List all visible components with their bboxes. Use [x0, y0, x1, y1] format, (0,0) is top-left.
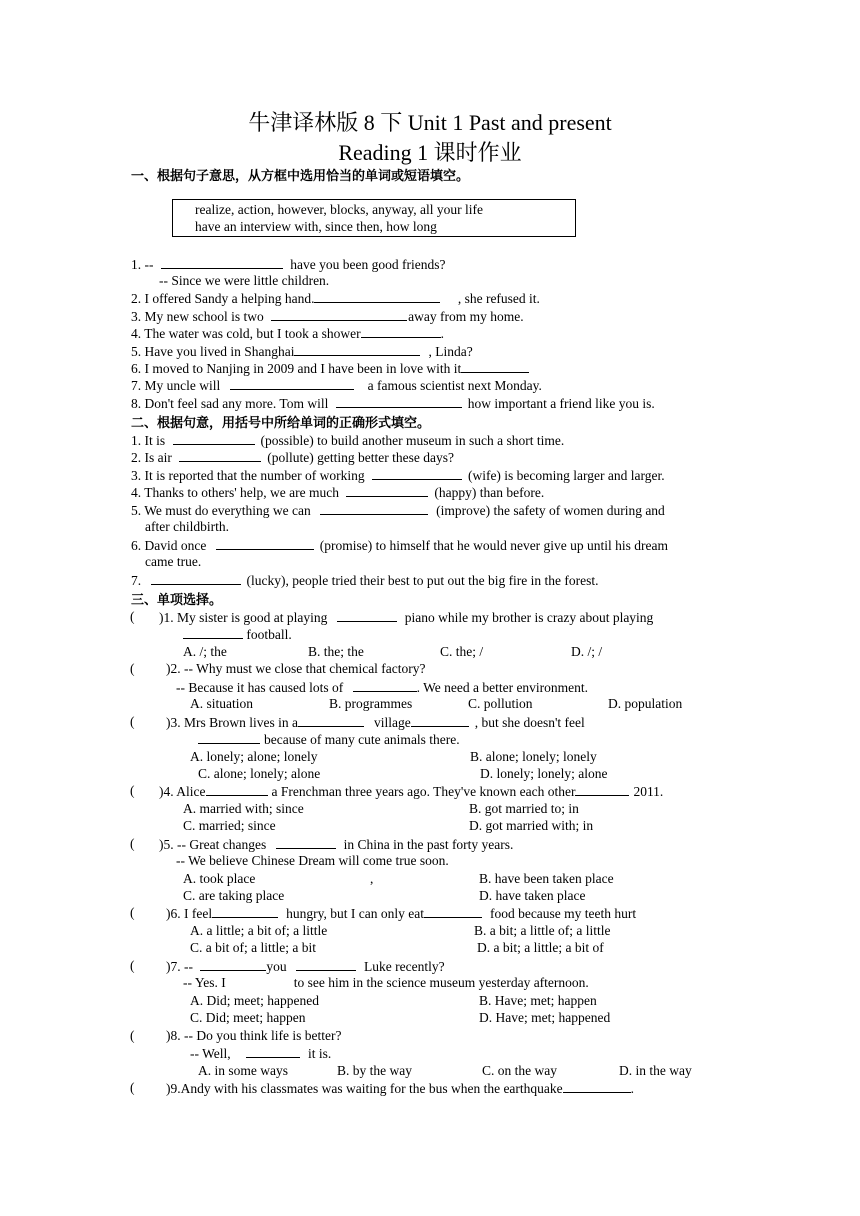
s1-item-3: 3. My new school is two away from my home.	[131, 309, 524, 324]
blank[interactable]	[337, 608, 397, 622]
q8-option-a[interactable]: A. in some ways	[198, 1063, 288, 1078]
blank[interactable]	[461, 359, 529, 373]
q1-option-d[interactable]: D. /; /	[571, 644, 603, 659]
blank[interactable]	[212, 904, 278, 918]
q8-option-c[interactable]: C. on the way	[482, 1063, 557, 1078]
q3-option-b[interactable]: B. alone; lonely; lonely	[470, 749, 597, 764]
blank[interactable]	[161, 255, 283, 269]
q1-option-a[interactable]: A. /; the	[183, 644, 227, 659]
q6-option-b[interactable]: B. a bit; a little of; a little	[474, 923, 611, 938]
q8-stem: )8. -- Do you think life is better?	[166, 1028, 342, 1043]
q7-option-b[interactable]: B. Have; met; happen	[479, 993, 597, 1008]
q3-option-c[interactable]: C. alone; lonely; alone	[198, 766, 321, 781]
blank[interactable]	[198, 730, 260, 744]
q9-paren[interactable]: (	[130, 1080, 135, 1095]
section2-heading: 二、根据句意，用括号中所给单词的正确形式填空。	[131, 416, 431, 431]
q1-option-c[interactable]: C. the; /	[440, 644, 484, 659]
q6-paren[interactable]: (	[130, 905, 135, 920]
q4-option-c[interactable]: C. married; since	[183, 818, 276, 833]
q4-option-b[interactable]: B. got married to; in	[469, 801, 579, 816]
q4-option-d[interactable]: D. got married with; in	[469, 818, 594, 833]
blank[interactable]	[173, 431, 255, 445]
blank[interactable]	[296, 957, 356, 971]
q8-paren[interactable]: (	[130, 1028, 135, 1043]
s2-item-5-cont: after childbirth.	[145, 519, 229, 534]
q1-paren[interactable]: (	[130, 609, 135, 624]
blank[interactable]	[276, 835, 336, 849]
word-bank-line-1: realize, action, however, blocks, anyway, all your life	[195, 202, 483, 217]
blank[interactable]	[361, 324, 441, 338]
q6-option-a[interactable]: A. a little; a bit of; a little	[190, 923, 328, 938]
blank[interactable]	[200, 957, 266, 971]
q8-option-b[interactable]: B. by the way	[337, 1063, 412, 1078]
q6-option-d[interactable]: D. a bit; a little; a bit of	[477, 940, 604, 955]
s2-item-5: 5. We must do everything we can (improve) the safety of women during and	[131, 503, 665, 518]
s1-item-7: 7. My uncle will a famous scientist next Monday.	[131, 378, 542, 393]
blank[interactable]	[183, 625, 243, 639]
s1-item-6: 6. I moved to Nanjing in 2009 and I have been in love with it	[131, 359, 529, 377]
blank[interactable]	[206, 782, 268, 796]
blank[interactable]	[424, 904, 482, 918]
blank[interactable]	[353, 678, 417, 692]
q5-option-c[interactable]: C. are taking place	[183, 888, 285, 903]
blank[interactable]	[230, 376, 354, 390]
q9-stem: )9.Andy with his classmates was waiting for the bus when the earthquake .	[166, 1081, 635, 1096]
q6-stem: )6. I feel hungry, but I can only eat food because my teeth hurt	[166, 906, 637, 921]
q5-option-d[interactable]: D. have taken place	[479, 888, 586, 903]
blank[interactable]	[372, 466, 462, 480]
word-bank-line-2: have an interview with, since then, how long	[195, 219, 437, 234]
q5-paren[interactable]: (	[130, 836, 135, 851]
s2-item-6-cont: came true.	[145, 554, 202, 569]
q1-stem-cont: football.	[183, 625, 292, 643]
q5-stem: )5. -- Great changes in China in the past forty years.	[159, 837, 514, 852]
page-title: 牛津译林版 8 下 Unit 1 Past and present	[248, 110, 612, 135]
q6-option-c[interactable]: C. a bit of; a little; a bit	[190, 940, 316, 955]
q7-option-a[interactable]: A. Did; meet; happened	[190, 993, 319, 1008]
s1-item-1-answer: -- Since we were little children.	[159, 273, 330, 288]
blank[interactable]	[563, 1079, 631, 1093]
s2-item-7: 7. (lucky), people tried their best to put out the big fire in the forest.	[131, 573, 599, 588]
s2-item-3: 3. It is reported that the number of working (wife) is becoming larger and larger.	[131, 468, 665, 483]
q8-stem-cont: -- Well, it is.	[190, 1046, 332, 1061]
s1-item-5: 5. Have you lived in Shanghai , Linda?	[131, 344, 473, 359]
s2-item-4: 4. Thanks to others' help, we are much (happy) than before.	[131, 485, 545, 500]
blank[interactable]	[336, 394, 462, 408]
q8-option-d[interactable]: D. in the way	[619, 1063, 692, 1078]
s2-item-6: 6. David once (promise) to himself that he would never give up until his dream	[131, 538, 669, 553]
q7-paren[interactable]: (	[130, 958, 135, 973]
blank[interactable]	[246, 1044, 300, 1058]
q7-stem: )7. -- you Luke recently?	[166, 959, 445, 974]
blank[interactable]	[179, 448, 261, 462]
blank[interactable]	[575, 782, 629, 796]
blank[interactable]	[151, 571, 241, 585]
q7-option-c[interactable]: C. Did; meet; happen	[190, 1010, 306, 1025]
q2-option-b[interactable]: B. programmes	[329, 696, 413, 711]
q2-option-d[interactable]: D. population	[608, 696, 683, 711]
q1-option-b[interactable]: B. the; the	[308, 644, 364, 659]
blank[interactable]	[271, 307, 407, 321]
q2-option-c[interactable]: C. pollution	[468, 696, 533, 711]
page-subtitle: Reading 1 课时作业	[338, 140, 522, 165]
q5-option-a[interactable]: A. took place	[183, 871, 256, 886]
q4-paren[interactable]: (	[130, 783, 135, 798]
q7-stem-cont: -- Yes. I to see him in the science museum yesterday afternoon.	[183, 975, 589, 990]
section3-heading: 三、单项选择。	[131, 593, 223, 608]
q2-option-a[interactable]: A. situation	[190, 696, 253, 711]
q3-stem-cont: because of many cute animals there.	[198, 730, 460, 748]
s2-item-2: 2. Is air (pollute) getting better these days?	[131, 450, 454, 465]
q2-stem: )2. -- Why must we close that chemical factory?	[166, 661, 426, 676]
s1-item-2: 2. I offered Sandy a helping hand. , she refused it.	[131, 291, 540, 306]
q4-stem: )4. Alice a Frenchman three years ago. They've known each other 2011.	[159, 784, 664, 799]
q5-option-b[interactable]: B. have been taken place	[479, 871, 614, 886]
q3-stem: )3. Mrs Brown lives in a village , but she doesn't feel	[166, 715, 585, 730]
q4-option-a[interactable]: A. married with; since	[183, 801, 304, 816]
q3-option-a[interactable]: A. lonely; alone; lonely	[190, 749, 318, 764]
s1-item-4: 4. The water was cold, but I took a shower .	[131, 326, 444, 341]
blank[interactable]	[294, 342, 420, 356]
s2-item-1: 1. It is (possible) to build another museum in such a short time.	[131, 433, 565, 448]
section1-heading: 一、根据句子意思，从方框中选用恰当的单词或短语填空。	[131, 169, 470, 184]
q3-option-d[interactable]: D. lonely; lonely; alone	[480, 766, 608, 781]
q2-paren[interactable]: (	[130, 661, 135, 676]
blank[interactable]	[298, 713, 364, 727]
blank[interactable]	[411, 713, 469, 727]
blank[interactable]	[216, 536, 314, 550]
s1-item-1: 1. -- have you been good friends?	[131, 257, 446, 272]
blank[interactable]	[346, 483, 428, 497]
q5-comma: ,	[370, 871, 374, 886]
blank[interactable]	[314, 289, 440, 303]
q3-paren[interactable]: (	[130, 714, 135, 729]
s1-item-8: 8. Don't feel sad any more. Tom will how important a friend like you is.	[131, 396, 655, 411]
q1-stem: )1. My sister is good at playing piano while my brother is crazy about playing	[159, 610, 654, 625]
word-bank-box	[172, 199, 576, 237]
q2-stem-cont: -- Because it has caused lots of . We need a better environment.	[176, 680, 589, 695]
q7-option-d[interactable]: D. Have; met; happened	[479, 1010, 611, 1025]
blank[interactable]	[320, 501, 428, 515]
q5-stem-cont: -- We believe Chinese Dream will come true soon.	[176, 853, 449, 868]
